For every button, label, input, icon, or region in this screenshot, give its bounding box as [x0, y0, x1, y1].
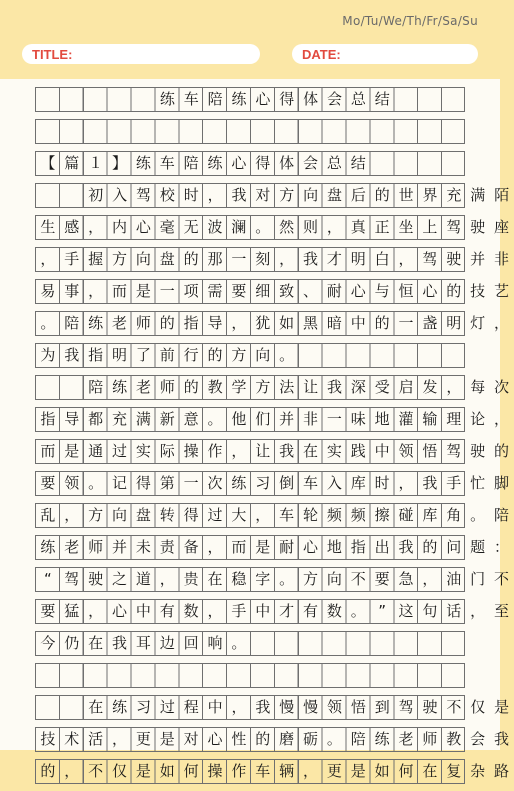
grid-row — [35, 727, 510, 752]
grid-row — [35, 503, 510, 528]
grid-row-text: ， 手 握 方 向 盘 的 那 一 刻 ， 我 才 明 白 ， 驾 驶 并 非 — [40, 250, 510, 268]
grid-row — [35, 119, 465, 144]
grid-row-text: 在 练 习 过 程 中 ， 我 慢 慢 领 悟 到 驾 驶 不 仅 是 — [88, 698, 510, 716]
grid-row-text: 初 入 驾 校 时 ， 我 对 方 向 盘 后 的 世 界 充 满 陌 — [88, 186, 510, 204]
grid-row — [35, 215, 510, 240]
grid-row — [35, 311, 510, 336]
title-field[interactable] — [22, 44, 260, 64]
grid-row — [35, 151, 465, 176]
grid-row-text: 。 陪 练 老 师 的 指 导 ， 犹 如 黑 暗 中 的 一 盏 明 灯 ， — [40, 314, 510, 332]
grid-row-text: 陪 练 老 师 的 教 学 方 法 让 我 深 受 启 发 ， 每 次 — [88, 378, 510, 396]
grid-row-text: 要 猛 ， 心 中 有 数 ， 手 中 才 有 数 。 ” 这 句 话 ， 至 — [40, 602, 510, 620]
grid-row — [35, 471, 510, 496]
character-grid — [35, 87, 510, 791]
grid-row-text: 而 是 通 过 实 际 操 作 ， 让 我 在 实 践 中 领 悟 驾 驶 的 — [40, 442, 510, 460]
grid-row-text: 练 老 师 并 未 责 备 ， 而 是 耐 心 地 指 出 我 的 问 题 ： — [40, 538, 510, 556]
grid-row-text: 要 领 。 记 得 第 一 次 练 习 倒 车 入 库 时 ， 我 手 忙 脚 — [40, 474, 510, 492]
grid-row — [35, 631, 465, 656]
grid-row-text: 为 我 指 明 了 前 行 的 方 向 。 — [40, 346, 295, 364]
grid-row — [35, 759, 510, 784]
document-title: 练 车 陪 练 心 得 体 会 总 结 — [159, 90, 390, 108]
weekday-selector[interactable]: Mo/Tu/We/Th/Fr/Sa/Su — [342, 14, 478, 28]
grid-row-text: 【 篇 １ 】 练 车 陪 练 心 得 体 会 总 结 — [40, 154, 366, 172]
grid-row-text: 易 事 ， 而 是 一 项 需 要 细 致 、 耐 心 与 恒 心 的 技 艺 — [40, 282, 510, 300]
grid-row — [35, 535, 510, 560]
grid-row — [35, 407, 510, 432]
grid-row — [35, 663, 465, 688]
grid-row — [35, 247, 510, 272]
grid-row — [35, 567, 510, 592]
grid-row-text: 乱 ， 方 向 盘 转 得 过 大 ， 车 轮 频 频 擦 碰 库 角 。 陪 — [40, 506, 510, 524]
grid-row — [35, 279, 510, 304]
grid-row-text: 今 仍 在 我 耳 边 回 响 。 — [40, 634, 247, 652]
title-label: TITLE: — [32, 46, 73, 62]
grid-row — [35, 695, 510, 720]
date-label: DATE: — [302, 46, 341, 62]
grid-row-text: “ 驾 驶 之 道 ， 贵 在 稳 字 。 方 向 不 要 急 ， 油 门 不 — [44, 570, 510, 588]
grid-row — [35, 439, 510, 464]
grid-row — [35, 87, 465, 112]
grid-row-text: 生 感 ， 内 心 毫 无 波 澜 。 然 则 ， 真 正 坐 上 驾 驶 座 — [40, 218, 510, 236]
grid-paper-sheet — [0, 79, 510, 780]
grid-row — [35, 343, 465, 368]
grid-row — [35, 375, 510, 400]
grid-row-text: 的 ， 不 仅 是 如 何 操 作 车 辆 ， 更 是 如 何 在 复 杂 路 — [40, 762, 510, 780]
grid-row-text: 指 导 都 充 满 新 意 。 他 们 并 非 一 味 地 灌 输 理 论 ， — [40, 410, 510, 428]
grid-row — [35, 599, 510, 624]
grid-row-text: 技 术 活 ， 更 是 对 心 性 的 磨 砺 。 陪 练 老 师 教 会 我 — [40, 730, 510, 748]
date-field[interactable] — [292, 44, 478, 64]
grid-row — [35, 183, 510, 208]
